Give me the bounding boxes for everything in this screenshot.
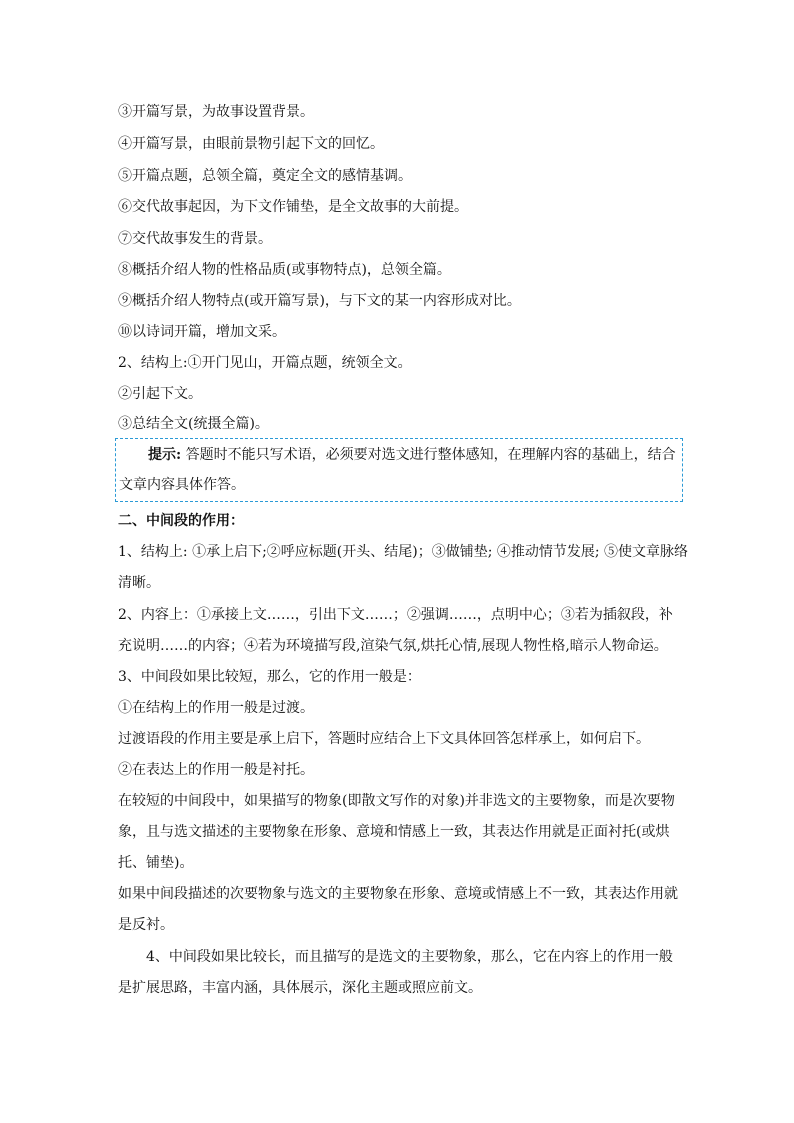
structure-point-1: 2、结构上:①开门见山，开篇点题，统领全文。: [118, 355, 412, 371]
contrast-explanation-3: 托、铺垫)。: [118, 855, 194, 871]
contrast-explanation-1: 在较短的中间段中，如果描写的物象(即散文写作的对象)并非选文的主要物象，而是次要物: [118, 793, 675, 809]
middle-content-line-2: 充说明……的内容；④若为环境描写段,渲染气氛,烘托心情,展现人物性格,暗示人物命运。: [118, 638, 668, 654]
tip-line-1: [148, 445, 676, 465]
structure-point-2: ②引起下文。: [118, 386, 202, 402]
reverse-contrast-2: 是反衬。: [118, 917, 174, 933]
short-middle-intro: 3、中间段如果比较短，那么，它的作用一般是：: [118, 669, 421, 685]
tip-box: [115, 438, 683, 502]
contrast-function: ②在表达上的作用一般是衬托。: [118, 762, 314, 778]
structure-point-3: ③总结全文(统摄全篇)。: [118, 416, 269, 432]
item-4-opening-scenery-memory: ④开篇写景，由眼前景物引起下文的回忆。: [118, 136, 384, 152]
reverse-contrast-1: 如果中间段描述的次要物象与选文的主要物象在形象、意境或情感上不一致，其表达作用就: [118, 886, 678, 902]
long-middle-intro: 4、中间段如果比较长，而且描写的是选文的主要物象，那么，它在内容上的作用一般: [146, 949, 673, 965]
item-10-poetry-opening: ⑩以诗词开篇，增加文采。: [118, 324, 286, 340]
item-8-character-summary: ⑧概括介绍人物的性格品质(或事物特点)，总领全篇。: [118, 262, 451, 278]
middle-structure-line-1: 1、结构上: ①承上启下;②呼应标题(开头、结尾)；③做铺垫; ④推动情节发展; ⑤使文章脉络: [118, 544, 689, 560]
contrast-explanation-2: 象，且与选文描述的主要物象在形象、意境和情感上一致，其表达作用就是正面衬托(或烘: [118, 824, 670, 840]
tip-text-2: 文章内容具体作答。: [119, 477, 245, 493]
middle-content-line-1: 2、内容上：①承接上文……，引出下文……；②强调……，点明中心；③若为插叙段，补: [118, 607, 673, 623]
item-9-contrast: ⑨概括介绍人物特点(或开篇写景)，与下文的某一内容形成对比。: [118, 293, 521, 309]
tip-text-1: 答题时不能只写术语，必须要对选文进行整体感知，在理解内容的基础上，结合: [181, 447, 676, 463]
item-6-story-cause: ⑥交代故事起因，为下文作铺垫，是全文故事的大前提。: [118, 199, 468, 215]
tip-label: 提示:: [148, 447, 182, 463]
middle-structure-line-2: 清晰。: [118, 575, 160, 591]
item-3-opening-scenery-background: ③开篇写景，为故事设置背景。: [118, 104, 314, 120]
long-middle-function: 是扩展思路，丰富内涵，具体展示，深化主题或照应前文。: [118, 980, 482, 996]
transition-explanation: 过渡语段的作用主要是承上启下，答题时应结合上下文具体回答怎样承上，如何启下。: [118, 731, 650, 747]
section-heading: 二、中间段的作用：: [118, 513, 244, 529]
item-5-opening-point-theme: ⑤开篇点题，总领全篇，奠定全文的感情基调。: [118, 168, 412, 184]
item-7-story-background: ⑦交代故事发生的背景。: [118, 231, 272, 247]
transition-function: ①在结构上的作用一般是过渡。: [118, 700, 314, 716]
